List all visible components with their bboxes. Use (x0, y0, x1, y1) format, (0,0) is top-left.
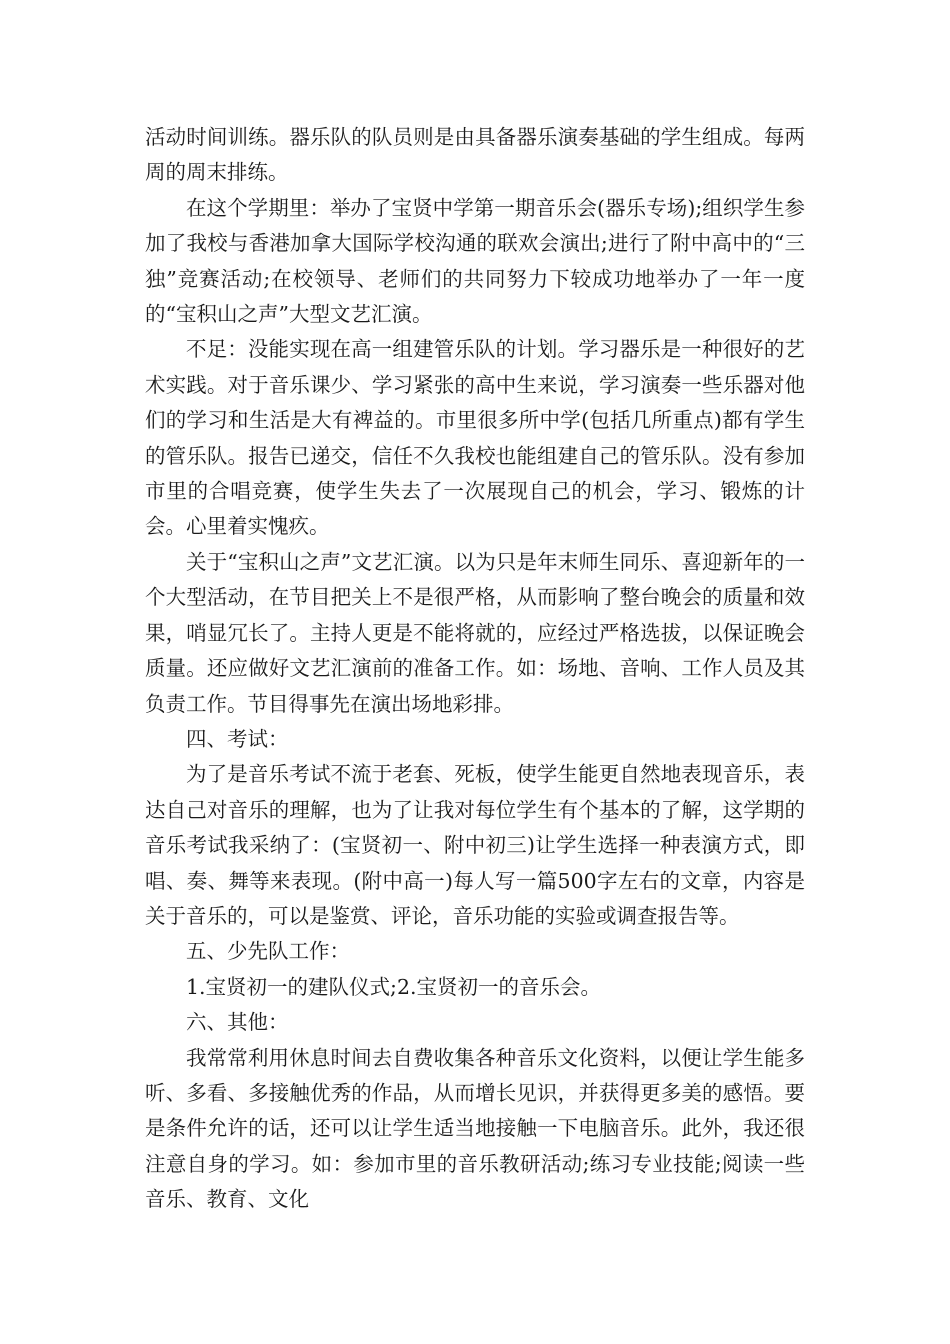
paragraph-young-pioneers: 1.宝贤初一的建队仪式;2.宝贤初一的音乐会。 (186, 974, 602, 999)
heading-exams: 四、考试： (186, 726, 289, 751)
paragraph-continuation: 活动时间训练。器乐队的队员则是由具备器乐演奏基础的学生组成。每两周的周末排练。 (145, 125, 805, 185)
paragraph-shortcomings: 不足：没能实现在高一组建管乐队的计划。学习器乐是一种很好的艺术实践。对于音乐课少、学习紧张的高中生来说，学习演奏一些乐器对他们的学习和生活是大有裨益的。市里很多所中学(包括几所重点)都有学生的管乐队。报告已递交，信任不久我校也能组建自己的管乐队。没有参加市里的合唱竞赛，使学生失去了一次展现自己的机会，学习、锻炼的计会。心里着实愧疚。 (145, 337, 805, 539)
paragraph-gala-review: 关于“宝积山之声”文艺汇演。以为只是年末师生同乐、喜迎新年的一个大型活动，在节目把关上不是很严格，从而影响了整台晚会的质量和效果，哨显冗长了。主持人更是不能将就的，应经过严格选拔，以保证晚会质量。还应做好文艺汇演前的准备工作。如：场地、音响、工作人员及其负责工作。节目得事先在演出场地彩排。 (145, 549, 805, 716)
paragraph-other: 我常常利用休息时间去自费收集各种音乐文化资料，以便让学生能多听、多看、多接触优秀的作品，从而增长见识，并获得更多美的感悟。要是条件允许的话，还可以让学生适当地接触一下电脑音乐。此外，我还很注意自身的学习。如：参加市里的音乐教研活动;练习专业技能;阅读一些音乐、教育、文化 (145, 1045, 805, 1212)
paragraph-exams: 为了是音乐考试不流于老套、死板，使学生能更自然地表现音乐，表达自己对音乐的理解，也为了让我对每位学生有个基本的了解，这学期的音乐考试我采纳了：(宝贤初一、附中初三)让学生选择一种表演方式，即唱、奏、舞等来表现。(附中高一)每人写一篇500字左右的文章，内容是关于音乐的，可以是鉴赏、评论，音乐功能的实验或调查报告等。 (145, 762, 805, 928)
heading-other: 六、其他： (186, 1010, 289, 1035)
paragraph-semester-events: 在这个学期里：举办了宝贤中学第一期音乐会(器乐专场);组织学生参加了我校与香港加拿大国际学校沟通的联欢会演出;进行了附中高中的“三独”竞赛活动;在校领导、老师们的共同努力下较成功地举办了一年一度的“宝积山之声”大型文艺汇演。 (145, 195, 805, 327)
heading-young-pioneers: 五、少先队工作： (186, 939, 350, 964)
document-body (145, 120, 805, 1218)
